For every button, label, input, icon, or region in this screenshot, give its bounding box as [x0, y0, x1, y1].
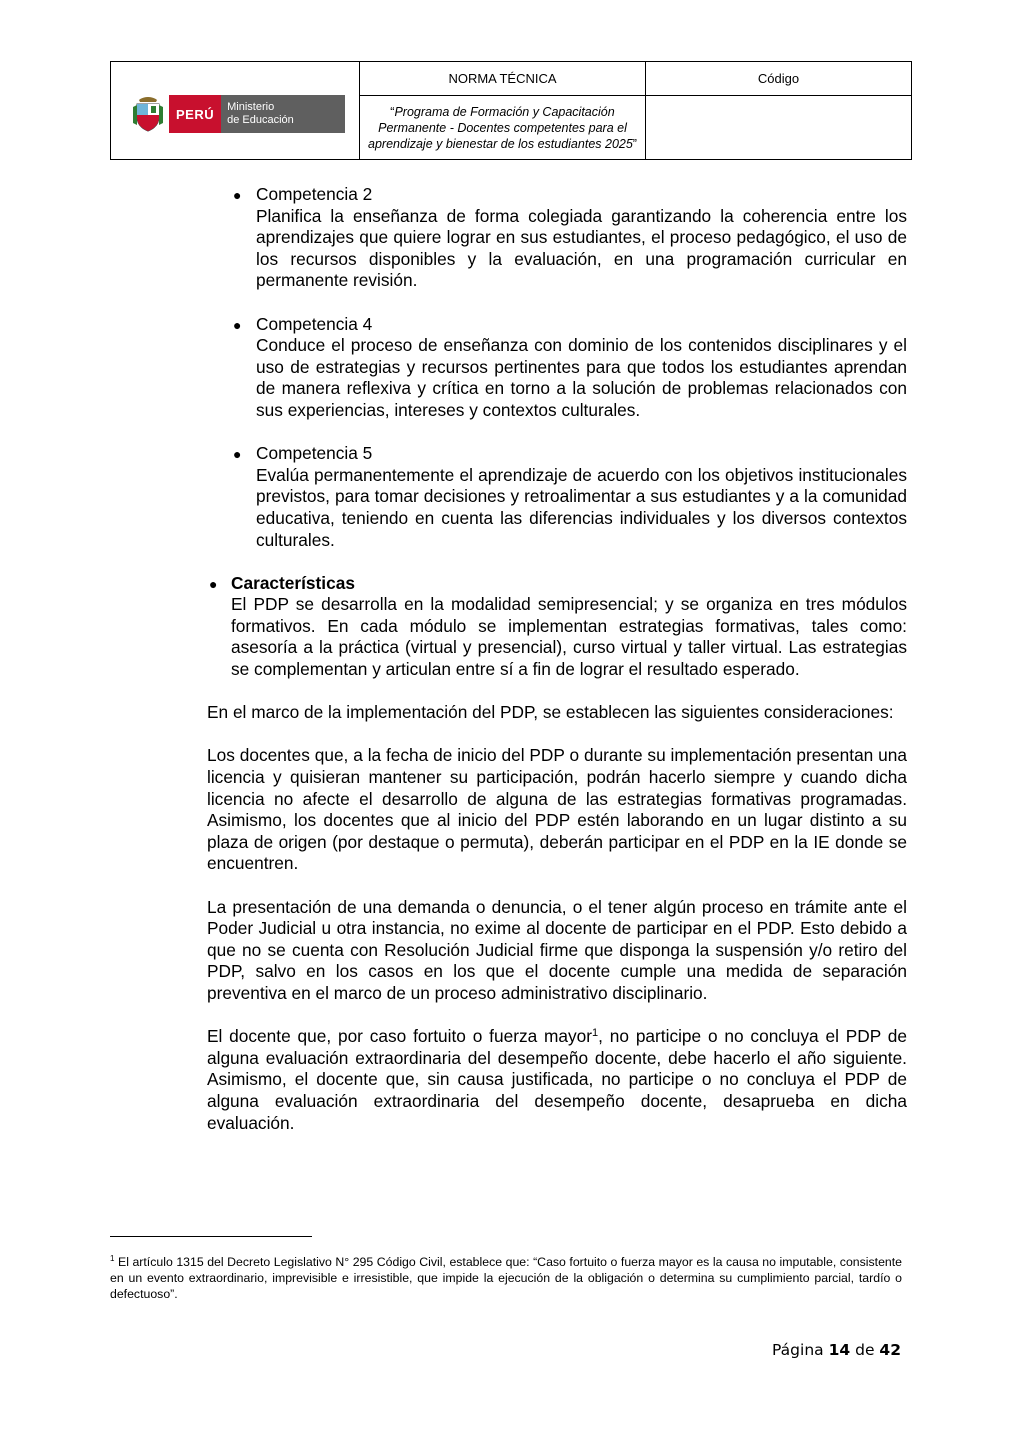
document-header: [110, 61, 912, 160]
competencia-item: [207, 443, 907, 551]
code-value: [646, 96, 911, 159]
competencia-text: Evalúa permanentemente el aprendizaje de acuerdo con los objetivos institucionales previstos, para tomar decisiones y retroalimentar a sus estudiantes y a la comunidad educativa, teniendo en cuenta las diferencias individuales y los diversos contextos culturales.: [256, 464, 907, 550]
bullet-icon: ●: [209, 575, 218, 592]
title-close-quote: ”: [632, 136, 637, 151]
bullet-icon: ●: [233, 187, 242, 203]
competencia-item: [207, 184, 907, 292]
bullet-icon: ●: [233, 446, 242, 463]
footnote: [110, 1254, 902, 1302]
page-total: 42: [879, 1341, 901, 1359]
competencia-label: Competencia 2: [256, 184, 373, 204]
peru-label: PERÚ: [169, 95, 221, 133]
doc-type: NORMA TÉCNICA: [360, 62, 646, 96]
ministry-line-2: de Educación: [227, 114, 294, 126]
title-open-quote: “: [390, 104, 395, 119]
paragraph-part: El docente que, por caso fortuito o fuerza mayor: [207, 1026, 593, 1047]
bullet-icon: ●: [233, 316, 242, 333]
paragraph-consideraciones: En el marco de la implementación del PDP, se establecen las siguientes consideraciones:: [207, 702, 894, 723]
minedu-logo: [133, 95, 345, 133]
page-label: Página: [772, 1341, 824, 1359]
caracteristicas-text: El PDP se desarrolla en la modalidad semipresencial; y se organiza en tres módulos formativos. En cada módulo se implementan estrategias formativas, tales como: asesoría a la práctica (virtual y presencial), curso virtual y taller virtual. Las estrategias se complementan y articulan entre sí a fin de lograr el resultado esperado.: [231, 594, 907, 680]
page-current: 14: [828, 1341, 851, 1359]
competencia-label: Competencia 4: [256, 313, 373, 334]
competencia-item: [207, 314, 907, 422]
coat-of-arms-icon: [133, 95, 163, 133]
title-text: Programa de Formación y Capacitación Permanente - Docentes competentes para el aprendizaje y bienestar de los estudiantes 2025: [368, 104, 633, 151]
ministry-label: [221, 95, 345, 133]
competencia-label: Competencia 5: [256, 443, 373, 464]
caracteristicas-heading: Características: [231, 572, 355, 593]
paragraph-part: , no participe o no concluya el PDP de alguna evaluación extraordinaria del desempeño docente, debe hacerlo el año siguiente. Asimismo, el docente que, sin causa justificada, no participe o no concluya el PDP de alguna evaluación extraordinaria del desempeño docente, desaprueba en dicha evaluación.: [207, 1026, 907, 1133]
paragraph-demanda: La presentación de una demanda o denuncia, o el tener algún proceso en trámite ante el Poder Judicial u otra instancia, no exime al docente de participar en el PDP. Esto debido a que no se cuenta con Resolución Judicial firme que disponga la suspensión y/o retiro del PDP, salvo en los casos en los que el docente cumple una medida de separación preventiva en el marco de un proceso administrativo disciplinario.: [207, 896, 907, 1003]
main-content: [207, 184, 907, 1134]
code-label: Código: [646, 62, 911, 96]
page-of: de: [855, 1341, 875, 1359]
competencia-text: Planifica la enseñanza de forma colegiada garantizando la coherencia entre los aprendizajes que quiere lograr en sus estudiantes, el proceso pedagógico, el uso de los recursos disponibles y la evaluación, en una programación curricular en permanente revisión.: [256, 205, 907, 291]
caracteristicas-item: [207, 573, 907, 681]
logo-cell: [111, 62, 360, 159]
paragraph-caso-fortuito: [207, 1026, 907, 1134]
competencia-text: Conduce el proceso de enseñanza con dominio de los contenidos disciplinares y el uso de estrategias y recursos pertinentes para que todos los estudiantes aprendan de manera reflexiva y crítica en torno a la solución de problemas relacionados con sus experiencias, intereses y contextos culturales.: [256, 335, 907, 420]
doc-title: [360, 96, 646, 159]
footnote-marker: 1: [110, 1254, 115, 1263]
page-number: [772, 1341, 901, 1359]
footnote-separator: [110, 1236, 312, 1237]
footnote-reference[interactable]: 1: [592, 1027, 599, 1040]
paragraph-licencia: Los docentes que, a la fecha de inicio del PDP o durante su implementación presentan una licencia y quisieran mantener su participación, podrán hacerlo siempre y cuando dicha licencia no afecte el desarrollo de alguna de las estrategias formativas programadas. Asimismo, los docentes que al inicio del PDP estén laborando en un lugar distinto a su plaza de origen (por destaque o permuta), deberán participar en el PDP en la IE donde se encuentren.: [207, 745, 907, 874]
footnote-text: El artículo 1315 del Decreto Legislativo N° 295 Código Civil, establece que: “Caso fortuito o fuerza mayor es la causa no imputable, consistente en un evento extraordinario, imprevisible e irresistible, que impide la ejecución de la obligación o determina su cumplimiento parcial, tardío o defectuoso”.: [110, 1255, 902, 1301]
ministry-line-1: Ministerio: [227, 101, 275, 113]
